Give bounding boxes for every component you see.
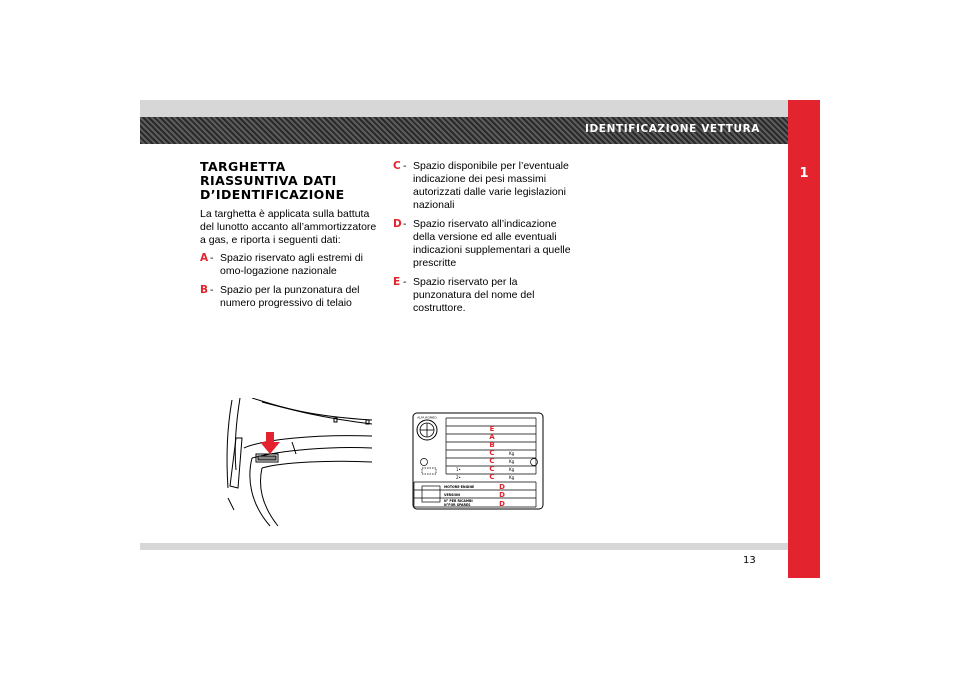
ricambi-label-1: N° PER RICAMBI (444, 499, 473, 503)
plate-letter-e: E (489, 425, 495, 433)
arrow-icon (260, 432, 280, 454)
item-letter: C (393, 160, 401, 172)
item-text: Spazio disponibile per l’eventuale indicazione dei pesi massimi autorizzati dalle varie legislazioni nazionali (413, 160, 569, 211)
item-letter: E (393, 276, 401, 288)
list-item-a: A - Spazio riservato agli estremi di omo-logazione nazionale (200, 252, 378, 278)
plate-letter-c: C (489, 457, 495, 465)
item-text: Spazio riservato all’indicazione della versione ed alle eventuali indicazioni supplementari a quelle prescritte (413, 218, 571, 269)
chapter-title: IDENTIFICAZIONE VETTURA (584, 123, 760, 135)
plate-letter-c: C (489, 465, 495, 473)
chapter-number: 1 (799, 166, 809, 181)
item-text: Spazio riservato per la punzonatura del nome del costruttore. (413, 276, 535, 314)
top-gray-band (140, 100, 788, 117)
kg-label: Kg (509, 467, 515, 472)
plate-letter-d: D (499, 483, 505, 491)
trunk-illustration (222, 398, 374, 528)
item-letter: D (393, 218, 402, 230)
plate-letter-b: B (489, 441, 495, 449)
chapter-header-bar (140, 117, 788, 144)
list-item-d: D - Spazio riservato all’indicazione della versione ed alle eventuali indicazioni supplementari a quelle prescritte (393, 218, 573, 270)
right-column (393, 160, 573, 321)
plate-letter-c: C (489, 473, 495, 481)
list-item-e: E - Spazio riservato per la punzonatura del nome del costruttore. (393, 276, 573, 315)
kg-label: Kg (509, 451, 515, 456)
section-title: TARGHETTA RIASSUNTIVA DATI D’IDENTIFICAZIONE (200, 159, 345, 202)
item-text: Spazio riservato agli estremi di omo-logazione nazionale (220, 252, 363, 277)
item-letter: A (200, 252, 209, 264)
axle-2-label: 2• (456, 475, 461, 480)
page-number: 13 (743, 555, 756, 566)
versione-label: VERSION (444, 493, 460, 497)
plate-letter-a: A (489, 433, 495, 441)
plate-logo-text: ALFA ROMEO (417, 415, 437, 420)
motore-label: MOTORE-ENGINE (444, 485, 475, 489)
identification-plate (412, 412, 544, 510)
left-column (200, 208, 378, 316)
plate-letter-d: D (499, 491, 505, 499)
plate-letter-d: D (499, 500, 505, 508)
list-item-c: C - Spazio disponibile per l’eventuale indicazione dei pesi massimi autorizzati dalle varie legislazioni nazionali (393, 160, 573, 212)
axle-1-label: 1• (456, 467, 461, 472)
chapter-tab[interactable] (788, 100, 820, 578)
plate-letter-c: C (489, 449, 495, 457)
item-letter: B (200, 284, 209, 296)
intro-paragraph: La targhetta è applicata sulla battuta del lunotto accanto all’ammortizzatore a gas, e riporta i seguenti dati: (200, 208, 377, 246)
kg-label: Kg (509, 475, 515, 480)
list-item-b: B - Spazio per la punzonatura del numero progressivo di telaio (200, 284, 378, 310)
item-text: Spazio per la punzonatura del numero progressivo di telaio (220, 284, 360, 309)
ricambi-label-2: N°FOR SPARES (444, 503, 471, 507)
bottom-gray-band (140, 543, 788, 550)
kg-label: Kg (509, 459, 515, 464)
